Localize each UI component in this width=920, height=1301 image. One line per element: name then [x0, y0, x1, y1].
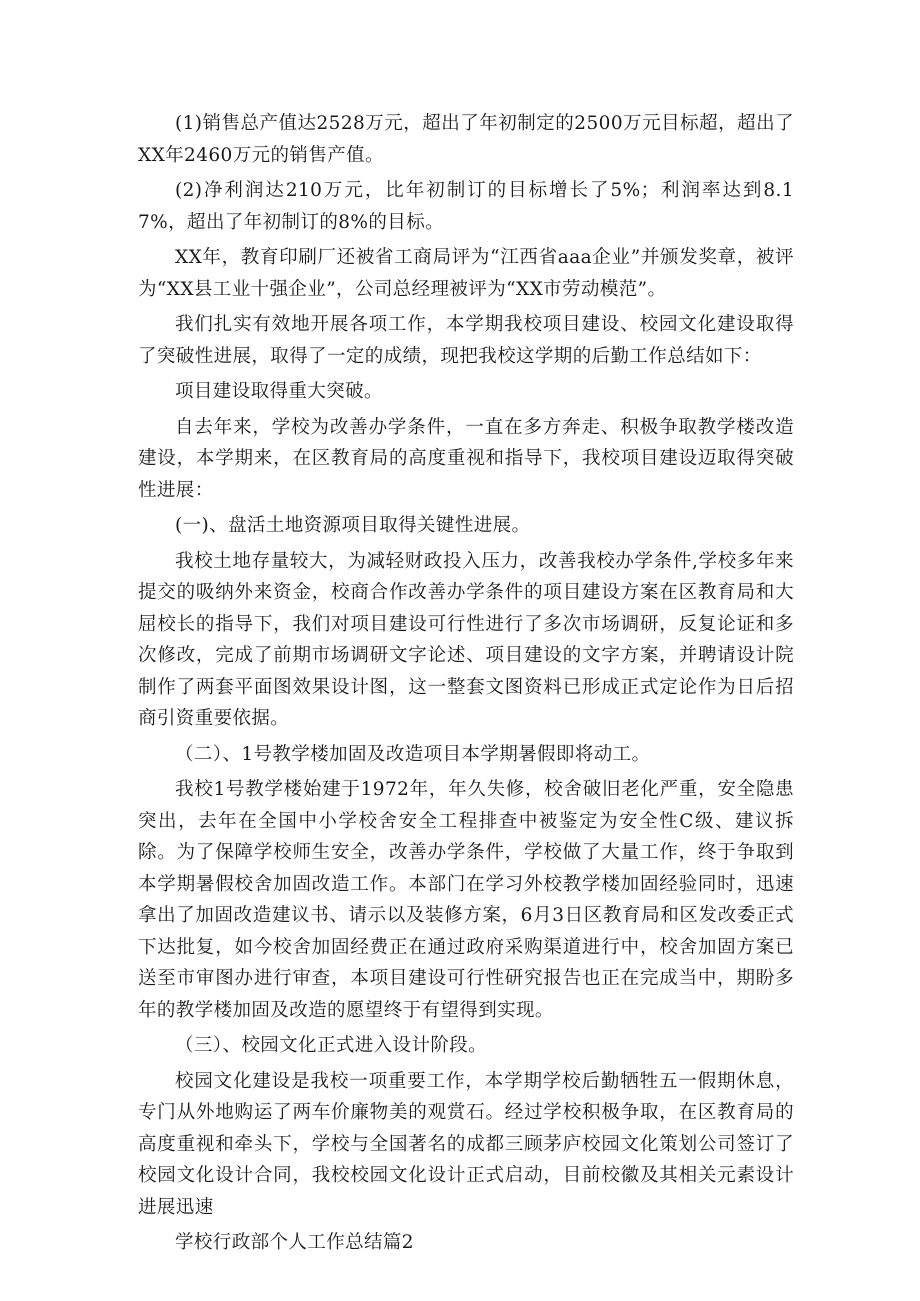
article-title-next: 学校行政部个人工作总结篇2 — [175, 1232, 414, 1253]
subheading-building-renovation: （二）、1号教学楼加固及改造项目本学期暑假即将动工。 — [175, 743, 651, 765]
paragraph-land-resources: 我校土地存量较大，为减轻财政投入压力，改善我校办学条件,学校多年来提交的吸纳外来资金，校商合作改善办学条件的项目建设方案在区教育局和大屈校长的指导下，我们对项目建设可行性进行了多次市场调研，反复论证和多次修改，完成了前期市场调研文字论述、项目建设的文字方案，并聘请设计院制作了两套平面图效果设计图，这一整套文图资料已形成正式定论作为日后招商引资重要依据。 — [138, 550, 794, 729]
paragraph-building-renovation: 我校1号教学楼始建于1972年，年久失修，校舍破旧老化严重，安全隐患突出，去年在全国中小学校舍安全工程排查中被鉴定为安全性C级、建议拆除。为了保障学校师生安全，改善办学条件，学校做了大量工作，终于争取到本学期暑假校舍加固改造工作。本部门在学习外校教学楼加固经验同时，迅速拿出了加固改造建议书、请示以及装修方案，6月3日区教育局和区发改委正式下达批复，如今校舍加固经费正在通过政府采购渠道进行中，校舍加固方案已送至市审图办进行审查，本项目建设可行性研究报告也正在完成当中，期盼多年的教学楼加固及改造的愿望终于有望得到实现。 — [138, 779, 794, 1021]
paragraph-net-profit: (2)净利润达210万元，比年初制订的目标增长了5%；利润率达到8.17%，超出了年初制订的8%的目标。 — [138, 180, 794, 233]
paragraph-intro: 我们扎实有效地开展各项工作，本学期我校项目建设、校园文化建设取得了突破性进展，取得了一定的成绩，现把我校这学期的后勤工作总结如下： — [138, 314, 794, 367]
paragraph-awards: XX年，教育印刷厂还被省工商局评为“江西省aaa企业”并颁发奖章，被评为“XX县工业十强企业”，公司总经理被评为“XX市劳动模范”。 — [138, 247, 794, 300]
subheading-land-resources: (一)、盘活土地资源项目取得关键性进展。 — [175, 515, 531, 536]
paragraph-project-overview: 自去年来，学校为改善办学条件，一直在多方奔走、积极争取教学楼改造建设，本学期来，在区教育局的高度重视和指导下，我校项目建设迈取得突破性进展： — [138, 416, 794, 501]
section-heading-project: 项目建设取得重大突破。 — [175, 381, 383, 402]
subheading-campus-culture: （三）、校园文化正式进入设计阶段。 — [175, 1035, 488, 1056]
document-page — [138, 108, 794, 1263]
paragraph-sales-output: (1)销售总产值达2528万元，超出了年初制定的2500万元目标超，超出了XX年2460万元的销售产值。 — [138, 113, 794, 166]
paragraph-campus-culture: 校园文化建设是我校一项重要工作，本学期学校后勤牺牲五一假期休息，专门从外地购运了两车价廉物美的观赏石。经过学校积极争取，在区教育局的高度重视和牵头下，学校与全国著名的成都三顾茅庐校园文化策划公司签订了校园文化设计合同，我校校园文化设计正式启动，目前校徽及其相关元素设计进展迅速 — [138, 1070, 794, 1218]
